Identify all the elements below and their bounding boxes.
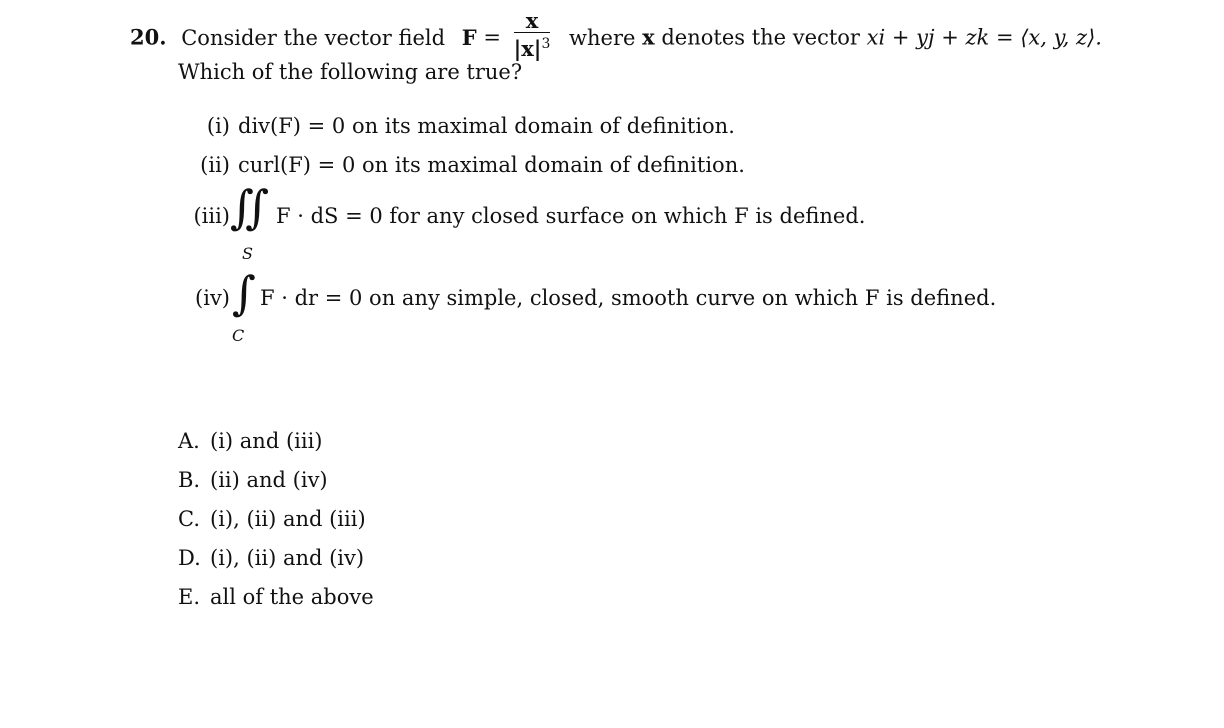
where-text-2: denotes the vector [661, 25, 860, 50]
problem-statement [130, 8, 1102, 64]
integral-subscript-s: S [242, 244, 253, 263]
option-letter: E. [178, 585, 201, 609]
where-x: x [642, 24, 655, 50]
option-e[interactable] [178, 585, 374, 609]
where-text: where [569, 25, 636, 50]
statement-text: F · dr = 0 on any simple, closed, smooth curve on which F is defined. [260, 286, 997, 310]
f-symbol: F [461, 24, 477, 50]
option-d[interactable] [178, 546, 364, 570]
statement-text: curl(F) = 0 on its maximal domain of definition. [238, 153, 745, 177]
problem-number: 20. [130, 24, 167, 50]
statement-iv [178, 286, 238, 310]
statement-label: (iii) [193, 204, 230, 228]
question-text: Which of the following are true? [178, 60, 523, 84]
statement-label: (i) [206, 114, 230, 138]
option-text: (i), (ii) and (iii) [210, 507, 366, 531]
option-text: (ii) and (iv) [210, 468, 328, 492]
fraction-denominator: $|x|^3$ [513, 36, 551, 61]
double-integral-symbol: ∬ [230, 180, 270, 234]
option-a[interactable] [178, 429, 322, 453]
statement-label: (ii) [200, 153, 230, 177]
option-text: all of the above [210, 585, 374, 609]
option-text: (i), (ii) and (iv) [210, 546, 365, 570]
option-letter: A. [178, 429, 200, 453]
intro-text: Consider the vector field [181, 25, 446, 50]
fraction-numerator: x [525, 8, 539, 33]
option-letter: D. [178, 546, 201, 570]
option-b[interactable] [178, 468, 328, 492]
statement-label: (iv) [195, 286, 230, 310]
option-c[interactable] [178, 507, 366, 531]
equals-sign: = [476, 25, 508, 50]
option-letter: B. [178, 468, 201, 492]
option-text: (i) and (iii) [210, 429, 323, 453]
option-letter: C. [178, 507, 200, 531]
field-fraction [514, 10, 551, 60]
statement-ii [178, 153, 745, 177]
line-integral-symbol: ∫ [232, 266, 256, 320]
statement-text: F · dS = 0 for any closed surface on which F is defined. [276, 204, 866, 228]
statement-text: div(F) = 0 on its maximal domain of definition. [238, 114, 735, 138]
integral-subscript-c: C [232, 326, 245, 345]
statement-iii [178, 204, 238, 228]
vector-expression: xi + yj + zk = ⟨x, y, z⟩. [866, 25, 1102, 50]
statement-i [178, 114, 735, 138]
